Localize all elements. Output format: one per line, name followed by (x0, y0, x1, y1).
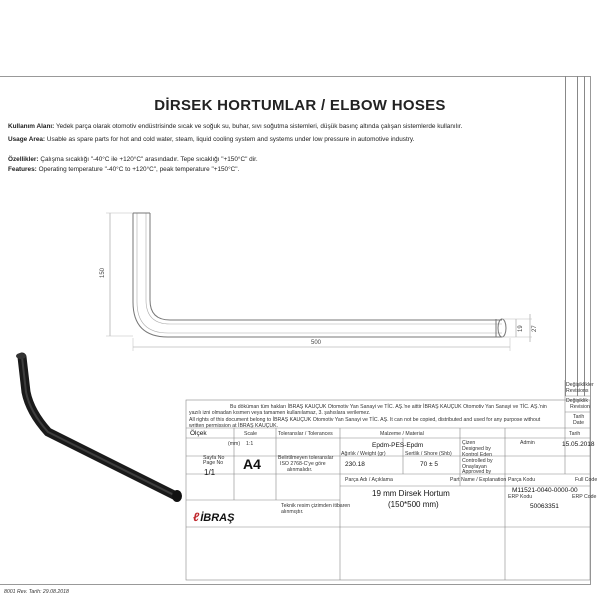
copyright-notice-en-1: All rights of this document belong to İBRAŞ KAUÇUK Otomotiv Yan Sanayi ve TİC. AŞ. It can not be copied, distributed and used for any purpose without (189, 417, 541, 423)
usage-area-en: Usage Area: Usable as spare parts for hot and cold water, steam, liquid cooling system and systems under low pressure in automotive industry. (8, 136, 415, 143)
rev-label-6: Date (573, 420, 584, 426)
tolerance-label: Toleranslar / Tolerances (278, 431, 333, 437)
rev-label-1: Değişiklikler (566, 382, 594, 388)
checked-label-en: Controlled by (462, 458, 493, 464)
part-code-label: Parça Kodu (508, 477, 536, 483)
drawn-by-value: Admin (520, 440, 535, 446)
tolerance-note-1: Belirtilmeyen toleranslar (278, 455, 334, 461)
erp-label: ERP Kodu (508, 494, 533, 500)
scale-value: 1:1 (246, 441, 254, 447)
checked-label: Kontrol Eden (462, 452, 492, 458)
weight-label: Ağırlık / Weight (gr) (341, 451, 386, 457)
part-name-value: 19 mm Dirsek Hortum (372, 489, 450, 498)
approved-label: Onaylayan (462, 464, 487, 470)
usage-area-tr: Kullanım Alanı: Yedek parça olarak otomotiv endüstrisinde sıcak ve soğuk su, buhar, sıvı soğutma sistemleri, düşük basınç altında çalışan sistemlerde kullanılır. (8, 123, 463, 130)
scale-label-en: Scale (244, 431, 257, 437)
full-code-label: Full Code (575, 477, 598, 483)
date-value: 15.05.2018 (562, 441, 595, 448)
copyright-notice-tr-1: Bu döküman tüm hakları İBRAŞ KAUÇUK Otomotiv Yan Sanayi ve TİC. AŞ.'ne aittir İBRAŞ KAUÇUK Otomotiv Yan Sanayi ve TİC. AŞ.'nin (230, 404, 547, 410)
tolerance-note-2: ISO 2768-C'ye göre (280, 461, 326, 467)
copyright-notice-en-2: written permission at İBRAŞ KAUÇUK. (189, 423, 279, 429)
dim-inner-label: 19 (518, 325, 524, 332)
unit-label: (mm) (228, 441, 241, 447)
copyright-notice-tr-2: yazılı izni olmadan kısmen veya tamamen kullanılamaz, 3. şahıslara verilemez. (189, 410, 371, 416)
part-name-label: Parça Adı / Açıklama (345, 477, 393, 483)
erp-value: 50063351 (530, 503, 559, 510)
drawing-note-1: Teknik resim çizimden itibaren (281, 503, 351, 509)
logo-mark-icon: ℓ (193, 510, 200, 524)
weight-value: 230.18 (345, 461, 365, 468)
dim-length-label: 500 (311, 340, 322, 346)
page-title: DİRSEK HORTUMLAR / ELBOW HOSES (154, 97, 446, 114)
drawn-by-label-en: Designed by (462, 446, 491, 452)
dim-height-label: 150 (100, 267, 106, 278)
approved-label-en: Approved by (462, 469, 492, 475)
features-tr: Özellikler: Çalışma sıcaklığı "-40°C ile +120°C" arasındadır. Tepe sıcaklığı "+150°C" dir. (8, 156, 258, 163)
rev-label-3: Değişiklik (566, 398, 588, 404)
page-no-label-en: Page No (203, 460, 224, 466)
material-label: Malzeme / Material (380, 431, 424, 437)
material-value: Epdm-PES-Epdm (372, 442, 424, 449)
part-size-value: (150*500 mm) (388, 500, 439, 509)
drawn-by-label: Çizen (462, 440, 476, 446)
rev-label-4: Revision (570, 404, 590, 410)
revision-footer: 8001 Rev. Tarih: 29.08.2018 (4, 589, 69, 595)
dim-outer-label: 27 (532, 325, 538, 332)
erp-code-label: ERP Code (572, 494, 597, 500)
part-code-value: M11521-0040-0000-00 (512, 487, 578, 494)
tolerance-note-3: alınmalıdır. (287, 467, 313, 473)
scale-label-olcek: Ölçek (190, 430, 207, 437)
hardness-label: Sertlik / Shore (Shb) (405, 451, 452, 457)
rev-label-5: Tarih (573, 414, 585, 420)
drawing-note-2: alınmıştır. (281, 509, 304, 515)
hardness-value: 70 ± 5 (420, 461, 439, 468)
features-en: Features: Operating temperature "-40°C to +120°C", peak temperature "+150°C". (8, 166, 240, 173)
date-label: Tarih (569, 431, 581, 437)
page-no-label: Sayfa No (203, 455, 225, 461)
page-number: 1/1 (204, 468, 216, 477)
rev-label-2: Revisions (566, 388, 589, 394)
paper-size: A4 (243, 456, 261, 472)
company-logo: ℓİBRAŞ (193, 510, 235, 524)
part-name-label-en: Part Name / Explanation (450, 477, 507, 483)
